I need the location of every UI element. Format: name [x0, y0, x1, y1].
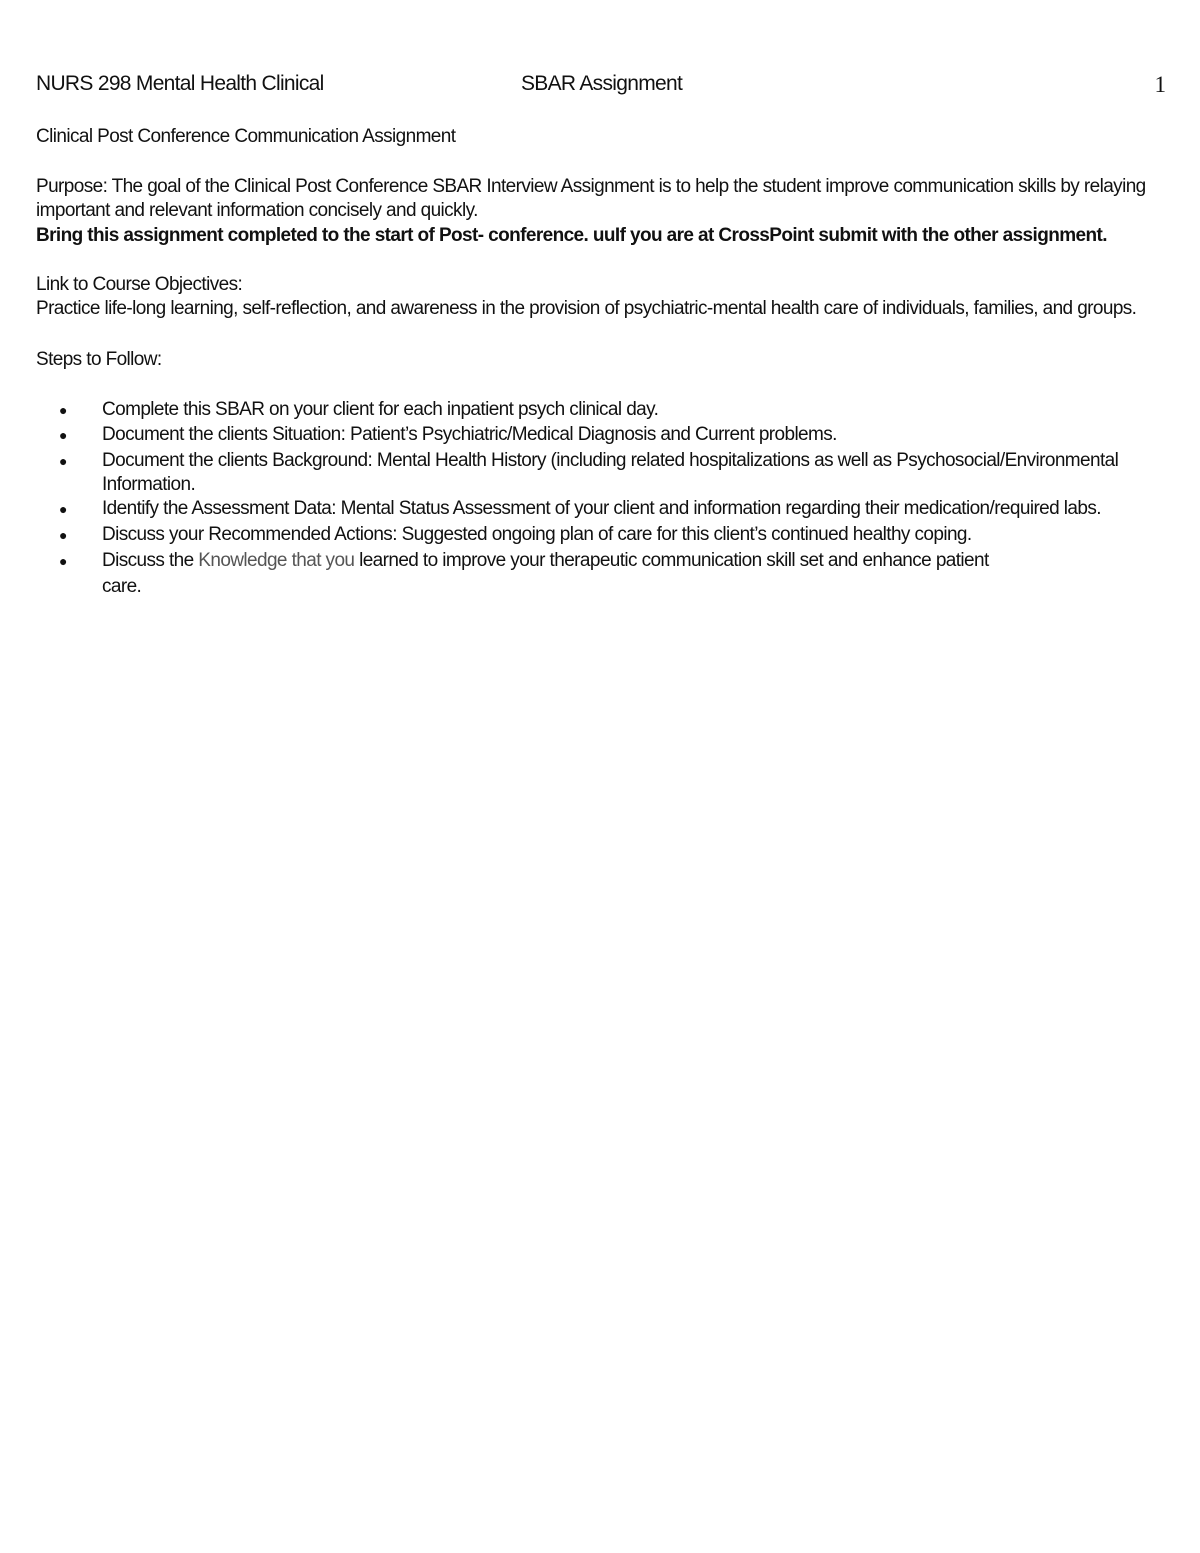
bullet-icon: ●	[59, 527, 67, 543]
list-item: Identify the Assessment Data: Mental Status Assessment of your client and information regarding their medication/required labs.	[102, 498, 1101, 519]
bullet-icon: ●	[59, 402, 67, 418]
list-item-continuation: care.	[102, 576, 142, 597]
list-item: Document the clients Situation: Patient’s Psychiatric/Medical Diagnosis and Current problems.	[102, 424, 837, 445]
bullet-icon: ●	[59, 553, 67, 569]
bullet-icon: ●	[59, 501, 67, 517]
list-item-prefix: Discuss the	[102, 550, 199, 571]
page-number: 1	[1154, 72, 1166, 97]
list-item	[102, 549, 989, 573]
page-header	[36, 72, 1166, 100]
course-name: NURS 298 Mental Health Clinical	[36, 72, 324, 95]
bold-instruction: Bring this assignment completed to the start of Post- conference. uuIf you are at CrossPoint submit with the other assignment.	[36, 225, 1107, 246]
bullet-icon: ●	[59, 427, 67, 443]
purpose-line-2: important and relevant information concisely and quickly.	[36, 200, 478, 221]
document-subtitle: Clinical Post Conference Communication Assignment	[36, 126, 456, 147]
list-item-continuation: Information.	[102, 474, 196, 495]
steps-label: Steps to Follow:	[36, 349, 162, 370]
list-item-highlight: Knowledge that you	[198, 550, 355, 571]
assignment-title: SBAR Assignment	[521, 72, 683, 95]
list-item: Document the clients Background: Mental Health History (including related hospitalizations as well as Psychosocial/Environmental	[102, 450, 1119, 471]
bullet-icon: ●	[59, 453, 67, 469]
list-item-suffix: learned to improve your therapeutic communication skill set and enhance patient	[354, 550, 989, 571]
list-item: Discuss your Recommended Actions: Suggested ongoing plan of care for this client’s continued healthy coping.	[102, 524, 972, 545]
list-item: Complete this SBAR on your client for each inpatient psych clinical day.	[102, 399, 659, 420]
objectives-text: Practice life-long learning, self-reflection, and awareness in the provision of psychiatric-mental health care of individuals, families, and groups.	[36, 298, 1137, 319]
objectives-label: Link to Course Objectives:	[36, 274, 243, 295]
purpose-line-1: Purpose: The goal of the Clinical Post Conference SBAR Interview Assignment is to help the student improve communication skills by relaying	[36, 176, 1146, 197]
